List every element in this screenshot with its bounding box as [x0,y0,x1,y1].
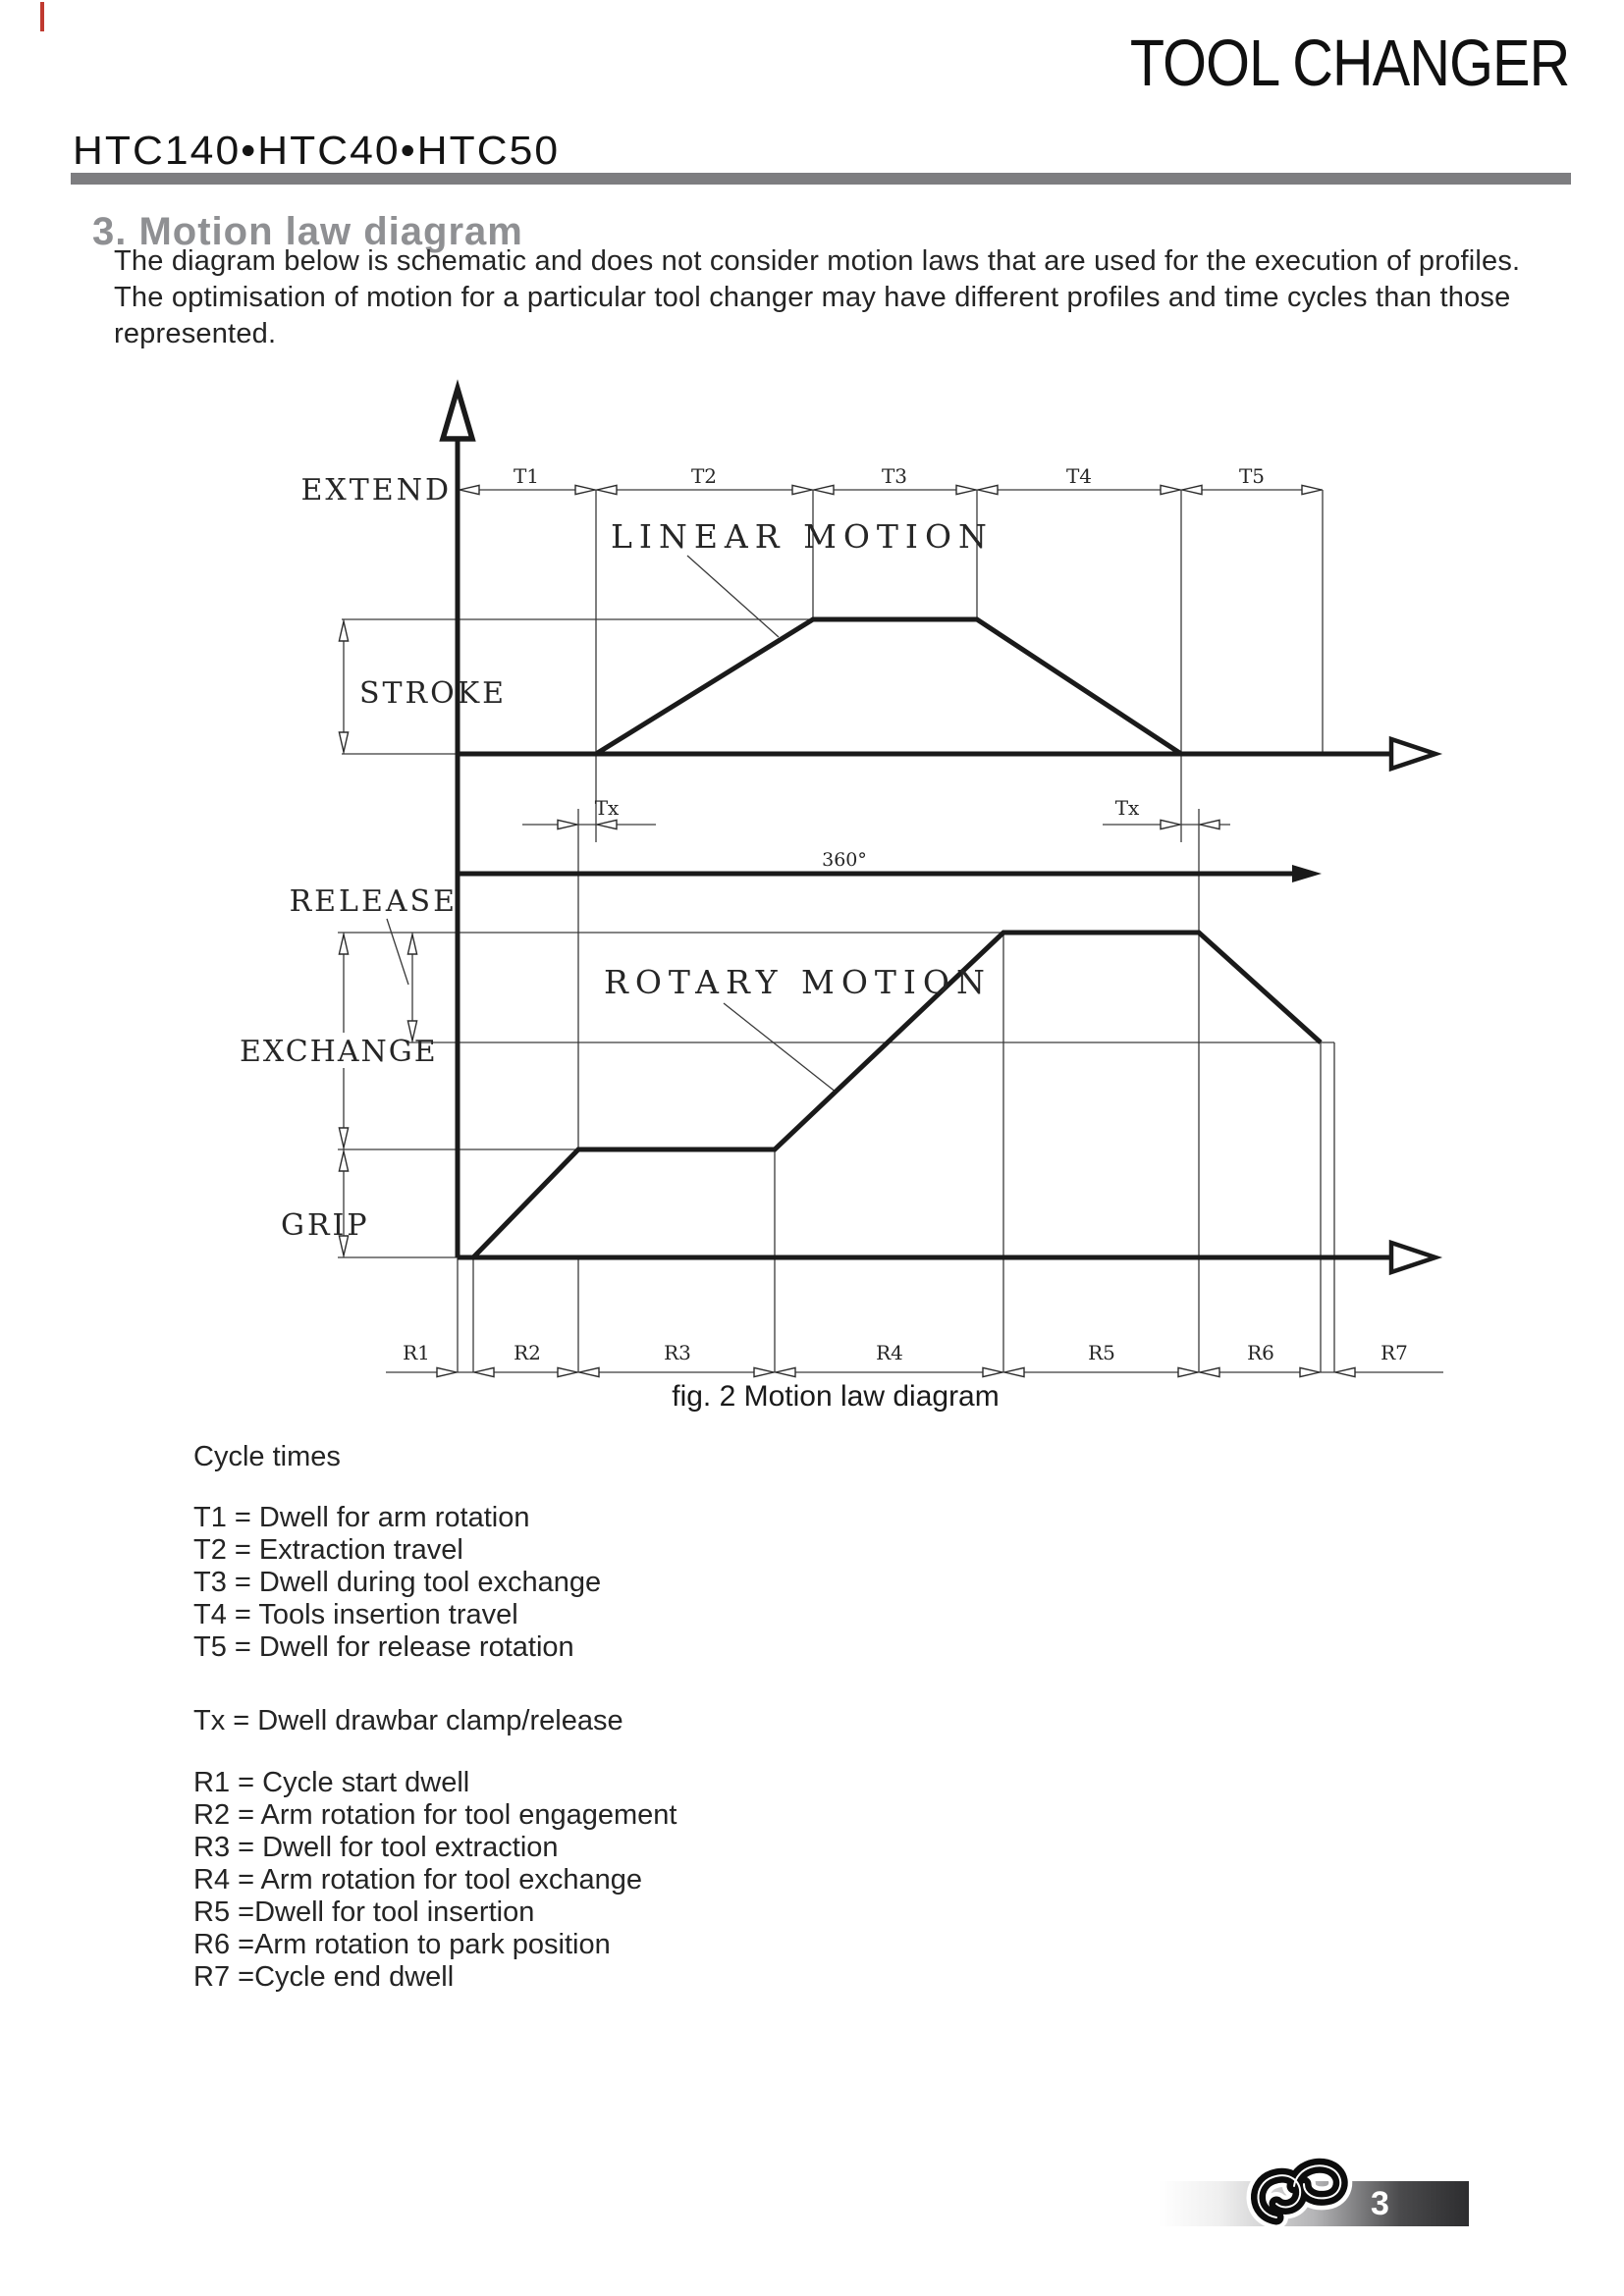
document-title: TOOL CHANGER [1129,27,1569,100]
stroke-label: STROKE [359,676,508,711]
legend-item-r4: R4 = Arm rotation for tool exchange [193,1864,643,1896]
header-rule-bar [71,173,1571,185]
exchange-label: EXCHANGE [240,1035,438,1069]
legend-item-r1: R1 = Cycle start dwell [193,1767,470,1798]
linear-motion-label: LINEAR MOTION [611,517,994,556]
legend-item-r5: R5 =Dwell for tool insertion [193,1896,535,1928]
r4-label: R4 [876,1341,903,1364]
release-label: RELEASE [289,884,458,919]
t4-label: T4 [1065,464,1093,488]
t2-label: T2 [690,464,718,488]
scan-artifact [40,2,44,31]
legend-title: Cycle times [193,1441,341,1472]
legend-item-t4: T4 = Tools insertion travel [193,1599,518,1630]
r2-label: R2 [514,1341,541,1364]
paragraph-line: The diagram below is schematic and does not consider motion laws that are used for the execution of profiles. [114,245,1521,277]
r7-label: R7 [1380,1341,1408,1364]
r1-label: R1 [403,1341,430,1364]
legend-item-tx: Tx = Dwell drawbar clamp/release [193,1705,623,1736]
r6-label: R6 [1247,1341,1274,1364]
extend-label: EXTEND [300,473,452,507]
figure-caption: fig. 2 Motion law diagram [672,1380,1000,1413]
page-number: 3 [1371,2185,1389,2222]
motion-law-diagram [236,373,1542,1453]
legend-item-r2: R2 = Arm rotation for tool engagement [193,1799,677,1831]
grip-label: GRIP [281,1208,370,1243]
legend-item-r3: R3 = Dwell for tool extraction [193,1832,559,1863]
tx-left-label: Tx [594,796,620,820]
tx-right-label: Tx [1114,796,1140,820]
legend-item-t1: T1 = Dwell for arm rotation [193,1502,530,1533]
legend-item-t2: T2 = Extraction travel [193,1534,463,1566]
legend-item-t3: T3 = Dwell during tool exchange [193,1567,602,1598]
r3-label: R3 [664,1341,691,1364]
r5-label: R5 [1088,1341,1115,1364]
legend-item-t5: T5 = Dwell for release rotation [193,1631,574,1663]
paragraph-line: represented. [114,318,277,349]
rotary-motion-label: ROTARY MOTION [604,963,992,1001]
t1-label: T1 [513,464,540,488]
rotation-360-label: 360° [822,849,867,871]
paragraph-line: The optimisation of motion for a particular tool changer may have different profiles and time cycles than those [114,282,1511,313]
section-heading: 3. Motion law diagram [92,210,523,253]
legend-item-r7: R7 =Cycle end dwell [193,1961,455,1993]
brand-knot-logo-icon [1243,2153,1359,2233]
t3-label: T3 [881,464,908,488]
t5-label: T5 [1238,464,1266,488]
legend-item-r6: R6 =Arm rotation to park position [193,1929,611,1960]
model-codes: HTC140•HTC40•HTC50 [73,128,561,173]
